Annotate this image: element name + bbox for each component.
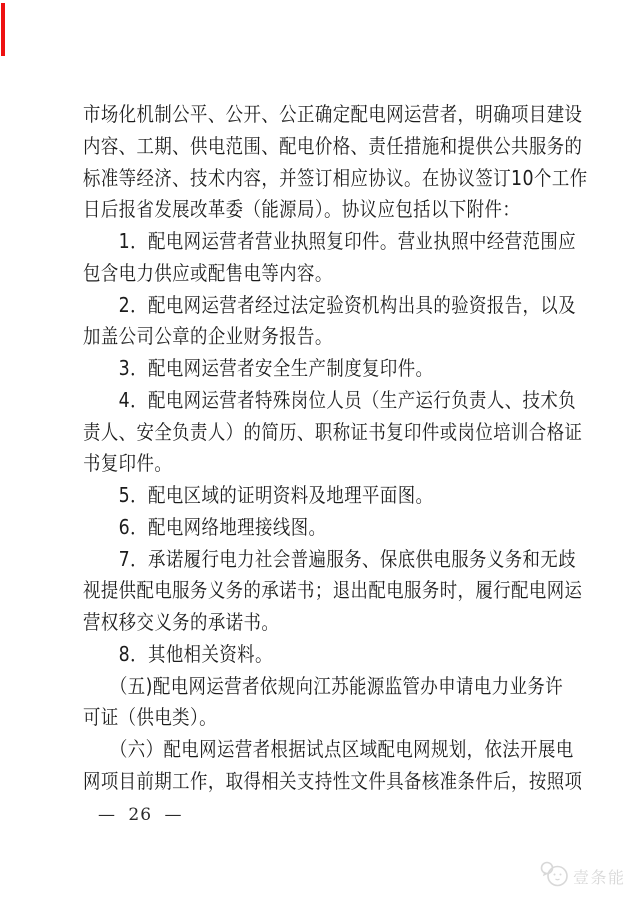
text-line: 书复印件。 — [83, 451, 173, 476]
text-line: 4．配电网运营者特殊岗位人员（生产运行负责人、技术负 — [83, 387, 577, 412]
text-line: （六）配电网运营者根据试点区域配电网规划，依法开展电 — [83, 737, 574, 761]
text-line: 加盖公司公章的企业财务报告。 — [83, 324, 333, 349]
text-line: 网项目前期工作，取得相关支持性文件具备核准条件后，按照项 — [83, 768, 583, 793]
chat-bubbles-icon — [540, 858, 570, 894]
watermark — [540, 858, 626, 894]
red-accent-line — [1, 3, 5, 56]
text-line: 3．配电网运营者安全生产制度复印件。 — [83, 356, 434, 380]
text-line: 可证（供电类）。 — [83, 705, 217, 730]
text-line: 包含电力供应或配售电等内容。 — [83, 260, 333, 285]
text-line: （五)配电网运营者依规向江苏能源监管办申请电力业务许 — [83, 673, 564, 698]
text-line: 视提供配电服务义务的承诺书；退出配电服务时，履行配电网运 — [83, 578, 583, 603]
text-line: 1．配电网运营者营业执照复印件。营业执照中经营范围应 — [83, 229, 577, 253]
text-line: 8．其他相关资料。 — [83, 641, 273, 666]
watermark-text: 壹条能 — [573, 867, 626, 887]
page-number: — 26 — — [98, 805, 183, 825]
text-line: 内容、工期、供电范围、配电价格、责任措施和提供公共服务的 — [83, 133, 583, 158]
text-line: 标准等经济、技术内容，并签订相应协议。在协议签订10个工作 — [83, 165, 588, 190]
text-line: 6．配电网络地理接线图。 — [83, 514, 327, 539]
text-line: 营权移交义务的承诺书。 — [83, 610, 280, 634]
text-line: 责人、安全负责人）的简历、职称证书复印件或岗位培训合格证 — [83, 419, 583, 444]
text-line: 日后报省发展改革委（能源局）。协议应包括以下附件： — [83, 197, 521, 222]
document-body — [83, 99, 588, 798]
text-line: 5．配电区域的证明资料及地理平面图。 — [83, 483, 434, 507]
text-line: 7．承诺履行电力社会普遍服务、保底供电服务义务和无歧 — [83, 546, 577, 571]
text-line: 市场化机制公平、公开、公正确定配电网运营者，明确项目建设 — [83, 102, 583, 126]
text-line: 2．配电网运营者经过法定验资机构出具的验资报告，以及 — [83, 292, 577, 317]
